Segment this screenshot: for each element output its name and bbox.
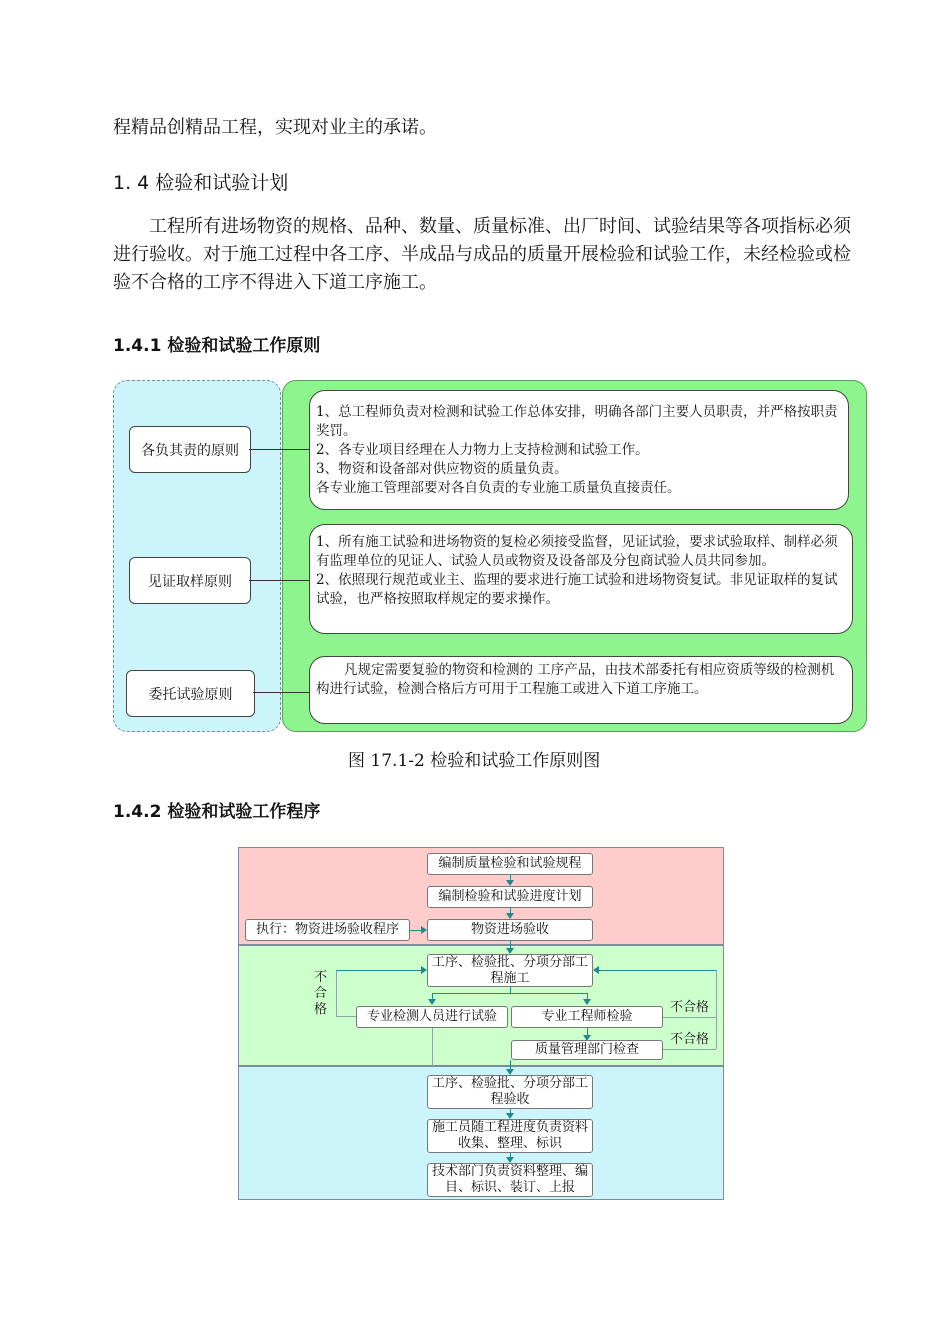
flow-step-material-acceptance: 物资进场验收 (427, 919, 593, 941)
connector-2 (249, 580, 309, 581)
flow-step-tech-archive: 技术部门负责资料整理、编目、标识、装订、上报 (427, 1163, 593, 1197)
principle-label-2: 见证取样原则 (129, 557, 251, 604)
arrow-right-icon (421, 966, 427, 974)
connector-1 (249, 449, 309, 450)
principle-label-1: 各负其责的原则 (129, 426, 251, 473)
flow-step-schedule: 编制检验和试验进度计划 (427, 886, 593, 908)
flow-line (599, 970, 716, 971)
principle-label-3: 委托试验原则 (126, 670, 255, 717)
flow-step-testing: 专业检测人员进行试验 (356, 1006, 508, 1028)
detail-2-line-1: 1、所有施工试验和进场物资的复检必须接受监督，见证试验，要求试验取样、制样必须有监理单位的见证人、试验人员或物资及设备部及分包商试验人员共同参加。 (316, 534, 838, 569)
detail-3-line-1: 凡规定需要复验的物资和检测的 工序产品，由技术部委托有相应资质等级的检测机构进行试验，检测合格后方可用于工程施工或进入下道工序施工。 (316, 662, 835, 697)
fail-label-left: 不合格 (314, 970, 328, 1017)
arrow-down-icon (428, 999, 436, 1005)
detail-1-line-1: 1、总工程师负责对检测和试验工作总体安排，明确各部门主要人员职责，并严格按职责奖罚。 (316, 404, 838, 439)
principle-detail-3 (309, 656, 853, 724)
flow-line (336, 1016, 356, 1017)
detail-1-line-2: 2、各专业项目经理在人力物力上支持检测和试验工作。 (316, 442, 649, 458)
flow-step-acceptance: 工序、检验批、分项分部工程验收 (427, 1075, 593, 1109)
fail-label-right-2: 不合格 (670, 1032, 710, 1047)
arrow-down-icon (583, 999, 591, 1005)
detail-2-line-2: 2、依照现行规范或业主、监理的要求进行施工试验和进场物资复试。非见证取样的复试试验，也严格按照取样规定的要求操作。 (316, 572, 838, 607)
flow-exec-procedure: 执行：物资进场验收程序 (245, 919, 410, 941)
flow-line (663, 1017, 716, 1018)
subsection-heading-2: 1.4.2 检验和试验工作程序 (113, 802, 321, 822)
flow-line (336, 970, 337, 1016)
principle-detail-2 (309, 524, 853, 634)
principle-detail-1 (309, 390, 849, 510)
flow-step-regulations: 编制质量检验和试验规程 (427, 853, 593, 875)
flow-line (716, 970, 717, 1049)
section-heading: 1. 4 检验和试验计划 (113, 172, 289, 194)
section-paragraph: 工程所有进场物资的规格、品种、数量、质量标准、出厂时间、试验结果等各项指标必须进行验收。对于施工过程中各工序、半成品与成品的质量开展检验和试验工作，未经检验或检验不合格的工序不得进入下道工序施工。 (113, 216, 851, 293)
detail-1-line-4: 各专业施工管理部要对各自负责的专业施工质量负直接责任。 (316, 480, 681, 496)
figure-caption: 图 17.1-2 检验和试验工作原则图 (348, 751, 601, 771)
detail-1-line-3: 3、物资和设备部对供应物资的质量负责。 (316, 461, 568, 477)
flow-line (336, 970, 422, 971)
subsection-heading-1: 1.4.1 检验和试验工作原则 (113, 336, 321, 356)
flow-step-data-collection: 施工员随工程进度负责资料收集、整理、标识 (427, 1119, 593, 1153)
arrow-left-icon (593, 966, 599, 974)
flow-step-construction: 工序、检验批、分项分部工程施工 (427, 954, 593, 987)
flow-line (663, 1049, 716, 1050)
flow-step-qa-check: 质量管理部门检查 (511, 1040, 663, 1060)
flow-line (432, 1028, 433, 1066)
flow-step-engineer-check: 专业工程师检验 (511, 1006, 663, 1028)
fail-label-right-1: 不合格 (670, 1000, 710, 1015)
intro-line: 程精品创精品工程，实现对业主的承诺。 (113, 117, 437, 138)
connector-3 (253, 692, 309, 693)
flow-line (432, 993, 587, 994)
